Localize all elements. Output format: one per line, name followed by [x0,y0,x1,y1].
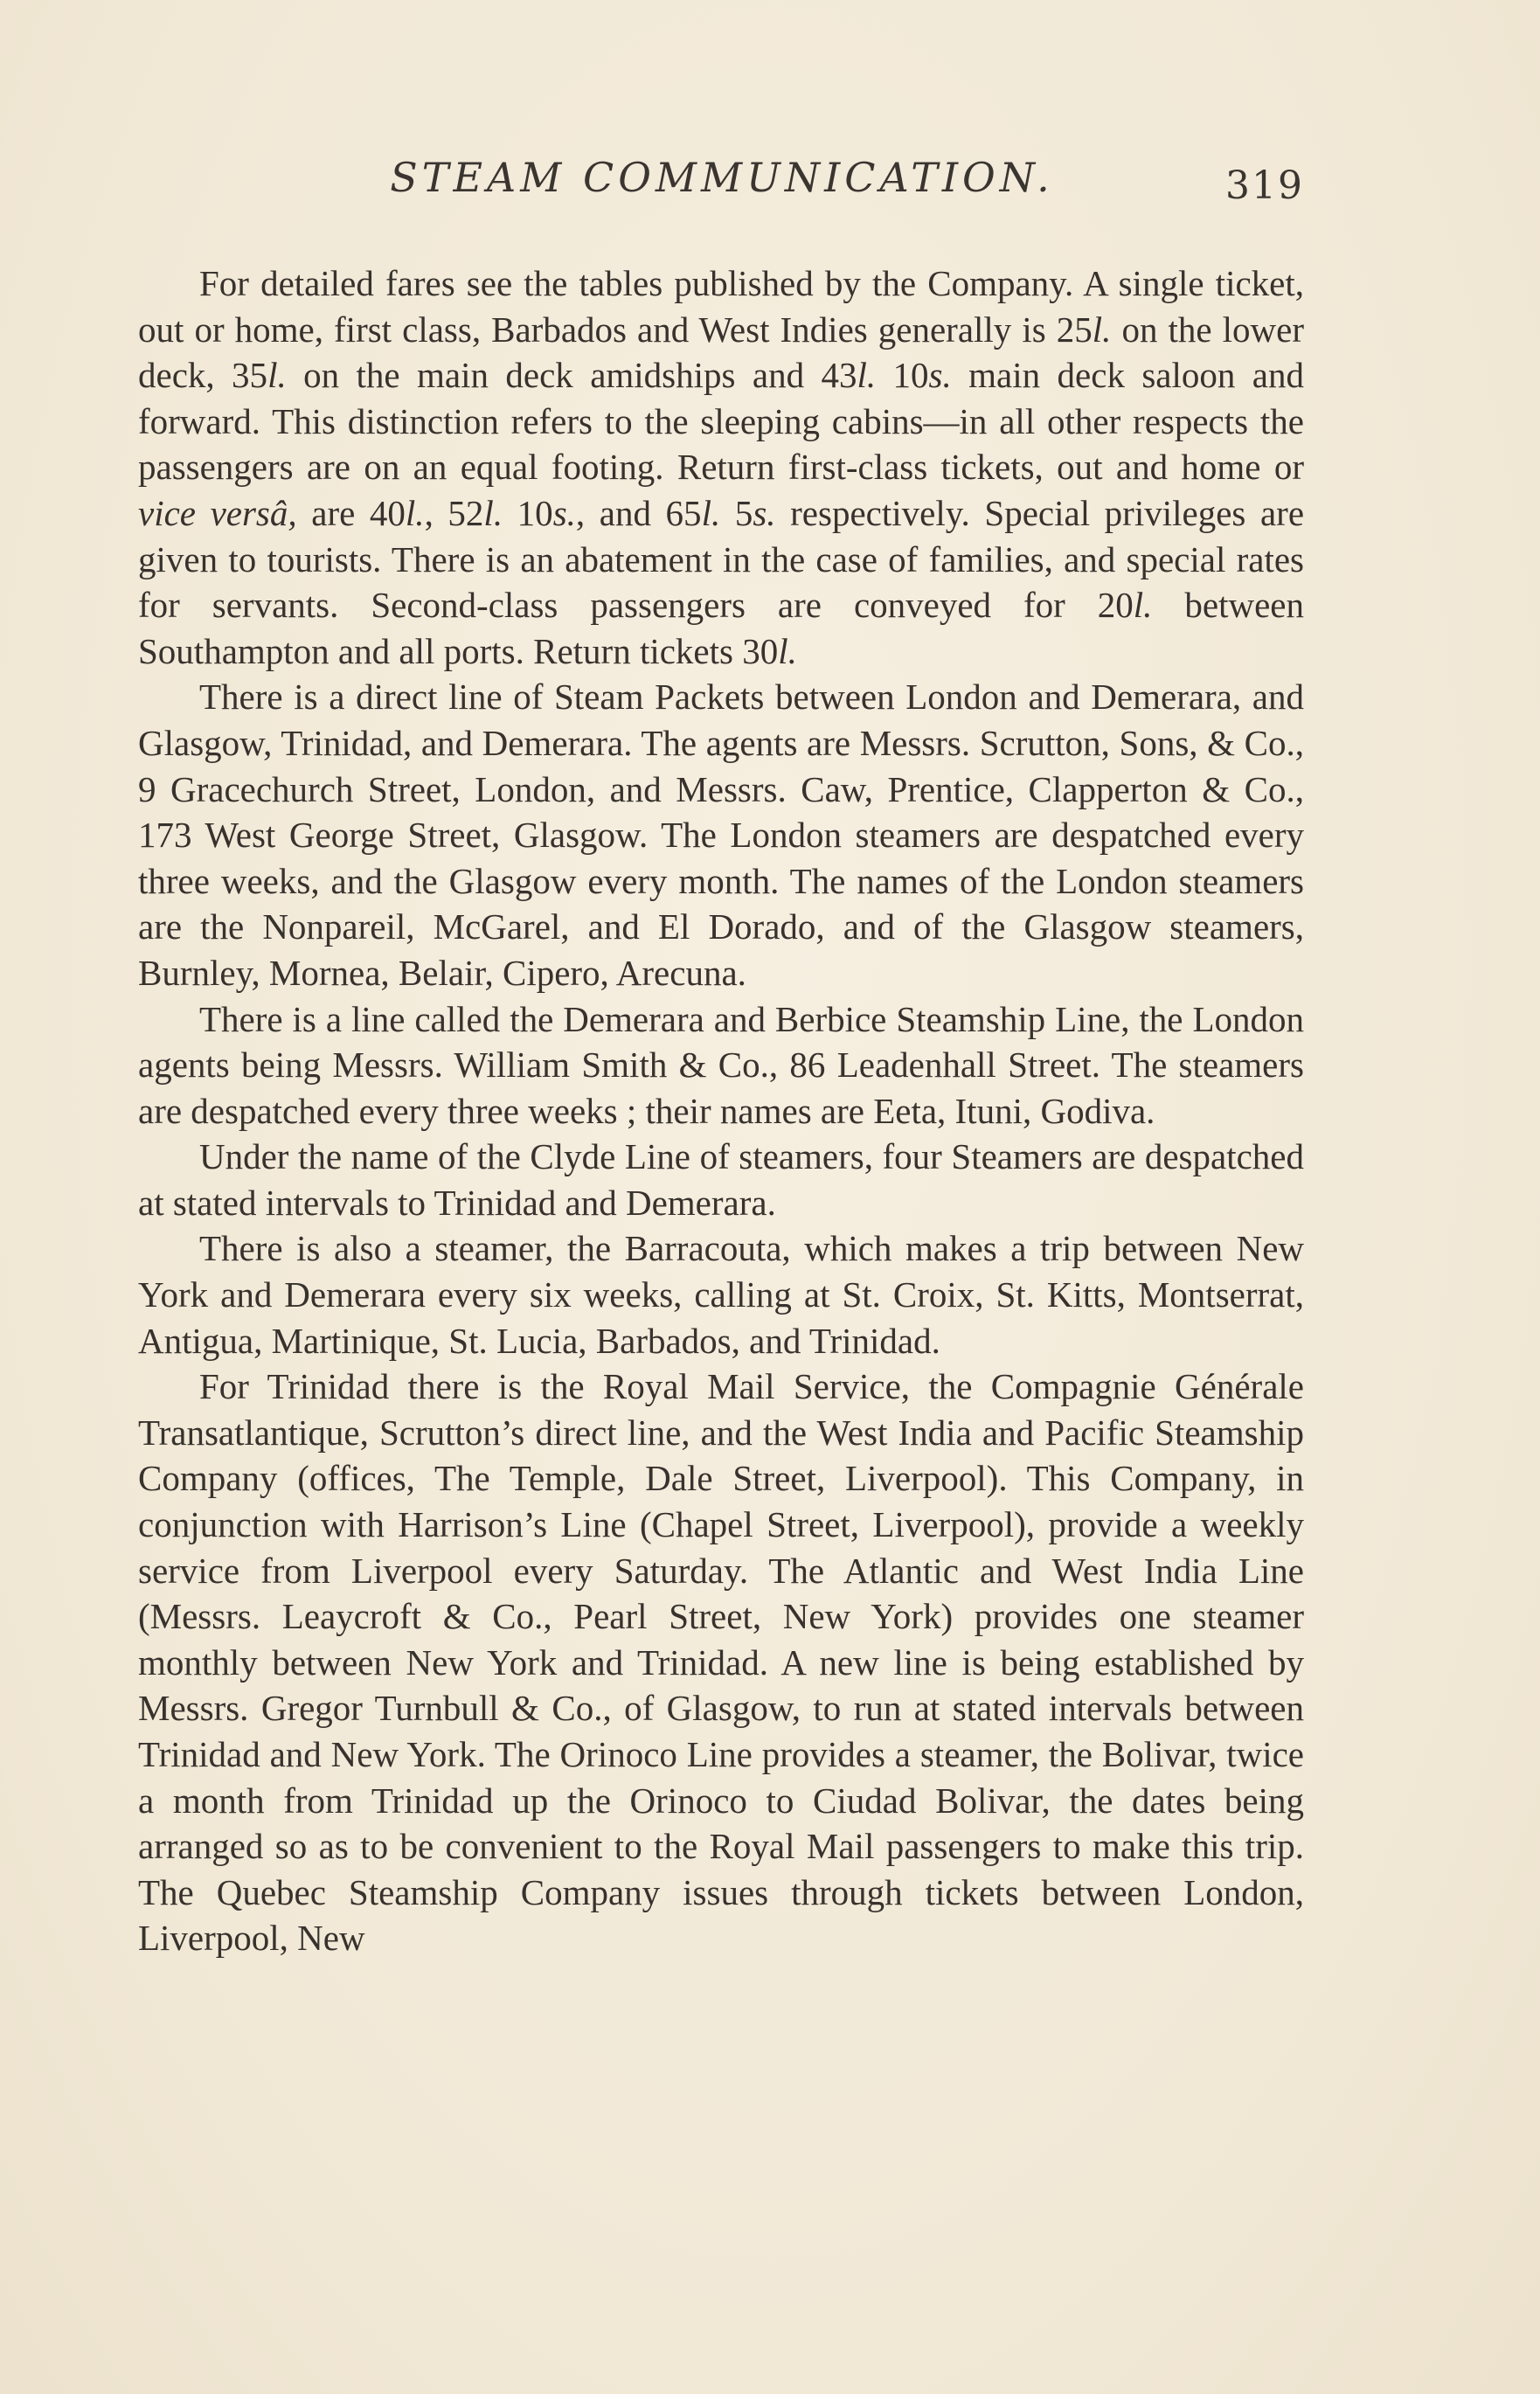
pound-abbrev: l. [857,355,877,396]
fares-text-6: are 40 [296,492,406,533]
fares-text-8: 10 [503,492,553,533]
shilling-abbrev: s. [928,355,952,396]
fares-text-3: on the main deck amidships and 43 [286,355,857,396]
fares-text-7: , 52 [424,492,484,533]
vice-versa-term: vice versâ, [138,492,297,533]
pound-abbrev: l. [1092,309,1112,350]
fares-text-4: 10 [876,355,929,396]
paragraph-trinidad: For Trinidad there is the Royal Mail Service, the Compagnie Générale Transatlantique, Scrutton’s direct line, and the West India and Pacific Steamship Company (offices, The Temple, Dale Street, Liverpool). This Company, in conjunction with Harrison’s Line (Chapel Street, Liverpool), provide a weekly service from Liverpool every Saturday. The Atlantic and West India Line (Messrs. Leaycroft & Co., Pearl Street, New York) provides one steamer monthly between New York and Trinidad. A new line is being established by Messrs. Gregor Turnbull & Co., of Glasgow, to run at stated intervals between Trinidad and New York. The Orinoco Line provides a steamer, the Bolivar, twice a month from Trinidad up the Orinoco to Ciudad Bolivar, the dates being arranged so as to be convenient to the Royal Mail passengers to make this trip. The Quebec Steamship Company issues through tickets between London, Liverpool, New [138,1366,1304,1959]
running-title: STEAM COMMUNICATION. [390,154,1054,201]
fares-text-11: respectively. Special privileges are given to tourists. There is an abatement in the case of families, and special rates for servants. Second-class passengers are conveyed for 20 [138,492,1305,626]
pound-abbrev: l. [701,492,721,533]
paragraph-demerara-berbice: There is a line called the Demerara and Berbice Steamship Line, the London agents being Messrs. William Smith & Co., 86 Leadenhall Street. The steamers are despatched every three weeks ; their names are Eeta, Ituni, Godiva. [138,998,1304,1131]
fares-text-9: , and 65 [575,492,702,533]
running-head [140,147,1304,208]
paragraph-steam-packets: There is a direct line of Steam Packets between London and Demerara, and Glasgow, Trinidad, and Demerara. The agents are Messrs. Scrutton, Sons, & Co., 9 Gracechurch Street, London, and Messrs. Caw, Prentice, Clapperton & Co., 173 West George Street, Glasgow. The London steamers are despatched every three weeks, and the Glasgow every month. The names of the London steamers are the Nonpareil, McGarel, and El Dorado, and of the Glasgow steamers, Burnley, Mornea, Belair, Cipero, Arecuna. [138,677,1304,993]
paragraph-barracouta: There is also a steamer, the Barracouta, which makes a trip between New York and Demerara every six weeks, calling at St. Croix, St. Kitts, Montserrat, Antigua, Martinique, St. Lucia, Barbados, and Trinidad. [138,1228,1304,1361]
fares-text-10: 5 [720,492,753,533]
pound-abbrev: l. [778,630,797,671]
fares-text-1: For detailed fares see the tables published by the Company. A single ticket, out or home, first class, Barbados and West Indies generally is 25 [138,263,1304,350]
pound-abbrev: l. [267,355,287,396]
body-text [138,260,1304,1961]
shilling-abbrev: s. [552,492,576,533]
pound-abbrev: l. [1133,585,1153,626]
page-number: 319 [1225,163,1304,208]
fares-text-5: main deck saloon and forward. This distinction refers to the sleeping cabins—in all other respects the passengers are on an equal footing. Return first-class tickets, out and home or [138,355,1304,488]
shilling-abbrev: s. [753,492,776,533]
fares-text-2: on the lower deck, 35 [138,309,1304,396]
fares-text-12: between Southampton and all ports. Return tickets 30 [138,585,1304,671]
paragraph-fares [138,260,1304,674]
paragraph-clyde-line: Under the name of the Clyde Line of steamers, four Steamers are despatched at stated intervals to Trinidad and Demerara. [138,1136,1304,1223]
pound-abbrev: l. [483,492,503,533]
pound-abbrev: l. [405,492,425,533]
